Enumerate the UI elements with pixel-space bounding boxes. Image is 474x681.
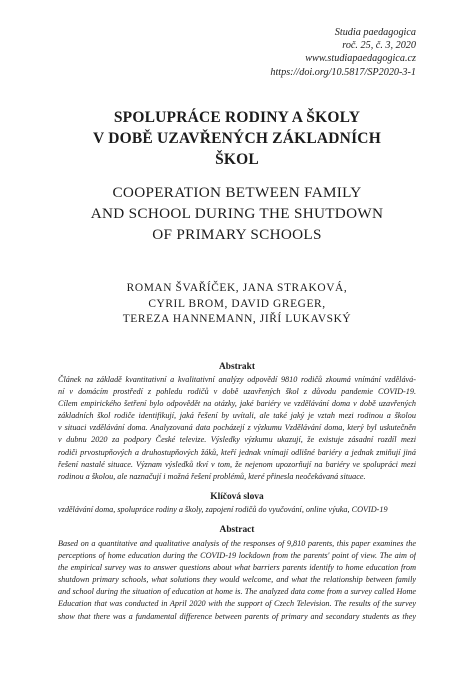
title-english [0, 182, 474, 245]
title-czech-line: SPOLUPRÁCE RODINY A ŠKOLY [113, 109, 361, 126]
abstrakt-body [58, 374, 416, 483]
abstract-line: Based on a quantitative and qualitative analysis of the responses of 9,810 parents, this paper examines the [58, 539, 416, 548]
author-list [0, 281, 474, 328]
keywords-heading: Klíčová slova [210, 492, 264, 502]
abstract-body [58, 538, 416, 623]
abstract-line: the empirical survey was to answer questions about what barriers parents identify to home education from [58, 563, 416, 573]
abstract-line: show that there was a fundamental difference between parents of primary and secondary students as they [58, 611, 416, 621]
abstrakt-line: v situaci vzdělávání doma. Analyzovaná data pocházejí z výzkumu Vzdělávání doma, který byl uskutečněn [58, 423, 416, 433]
title-czech-line: V DOBĚ UZAVŘENÝCH ZÁKLADNÍCH [93, 130, 381, 147]
abstrakt-line: základních škol rodiče identifikují, jaká řešení by uvítali, ale také jaký je vztah mezi rodinou a školou [58, 411, 416, 421]
title-czech-line: ŠKOL [215, 151, 259, 168]
abstract-line: perceptions of home education during the COVID-19 lockdown from the parents' point of view. The aim of [58, 551, 416, 561]
abstract-heading: Abstract [219, 525, 255, 535]
journal-issue: roč. 25, č. 3, 2020 [342, 40, 416, 52]
abstrakt-line: řešení nastalé situace. Význam výsledků tkví v tom, že nejenom upozorňují na bariéry ve spolupráci mezi [58, 459, 416, 469]
abstrakt-heading: Abstrakt [219, 362, 255, 372]
abstrakt-line: v dubnu 2020 za podpory České televize. Výsledky výzkumu ukazují, že existuje zásadní rozdíl mezi [58, 435, 416, 445]
keywords-text: vzdělávání doma, spolupráce rodiny a školy, zapojení rodičů do vyučování, online výuka, COVID-19 [58, 505, 388, 514]
journal-website[interactable]: www.studiapaedagogica.cz [305, 53, 416, 65]
abstract-line: shutdown primary schools, what solutions they would welcome, and what the relationship between family [58, 575, 416, 585]
title-english-line: OF PRIMARY SCHOOLS [152, 226, 322, 243]
abstract-line: Education that was conducted in April 2020 with the support of Czech Television. The results of the survey [58, 599, 416, 609]
journal-name: Studia paedagogica [334, 27, 416, 38]
journal-doi[interactable]: https://doi.org/10.5817/SP2020-3-1 [270, 66, 416, 78]
abstrakt-line: ní v domácím prostředí z pohledu rodičů v době uzavřených škol z důvodu pandemie COVID-19. [58, 387, 416, 397]
author-line: ROMAN ŠVAŘÍČEK, JANA STRAKOVÁ, [126, 282, 348, 294]
title-czech [0, 107, 474, 170]
abstract-line: and school during the situation of education at home is. The analyzed data come from a survey called Home [58, 587, 416, 597]
title-english-line: COOPERATION BETWEEN FAMILY [112, 184, 362, 201]
abstrakt-line: rodiči prvostupňových a druhostupňových žáků, kteří jednak vnímají odlišné bariéry a jednak zmiňují jiná [58, 447, 416, 457]
abstrakt-line: rodinou a školou, ale naznačují i možná řešení problémů, které přinesla neočekávaná situace. [58, 471, 366, 481]
abstrakt-line: Cílem empirického šetření bylo odpovědět na otázky, jaké bariéry ve vzdělávání doma v době uzavřených [58, 399, 416, 409]
author-line: CYRIL BROM, DAVID GREGER, [148, 297, 326, 310]
title-english-line: AND SCHOOL DURING THE SHUTDOWN [90, 205, 384, 222]
abstrakt-line: Článek na základě kvantitativní a kvalitativní analýzy odpovědí 9810 rodičů zkoumá vnímání vzdělává- [58, 375, 416, 384]
journal-meta [270, 26, 416, 79]
keywords-body [58, 504, 416, 516]
author-line: TEREZA HANNEMANN, JIŘÍ LUKAVSKÝ [122, 313, 352, 325]
